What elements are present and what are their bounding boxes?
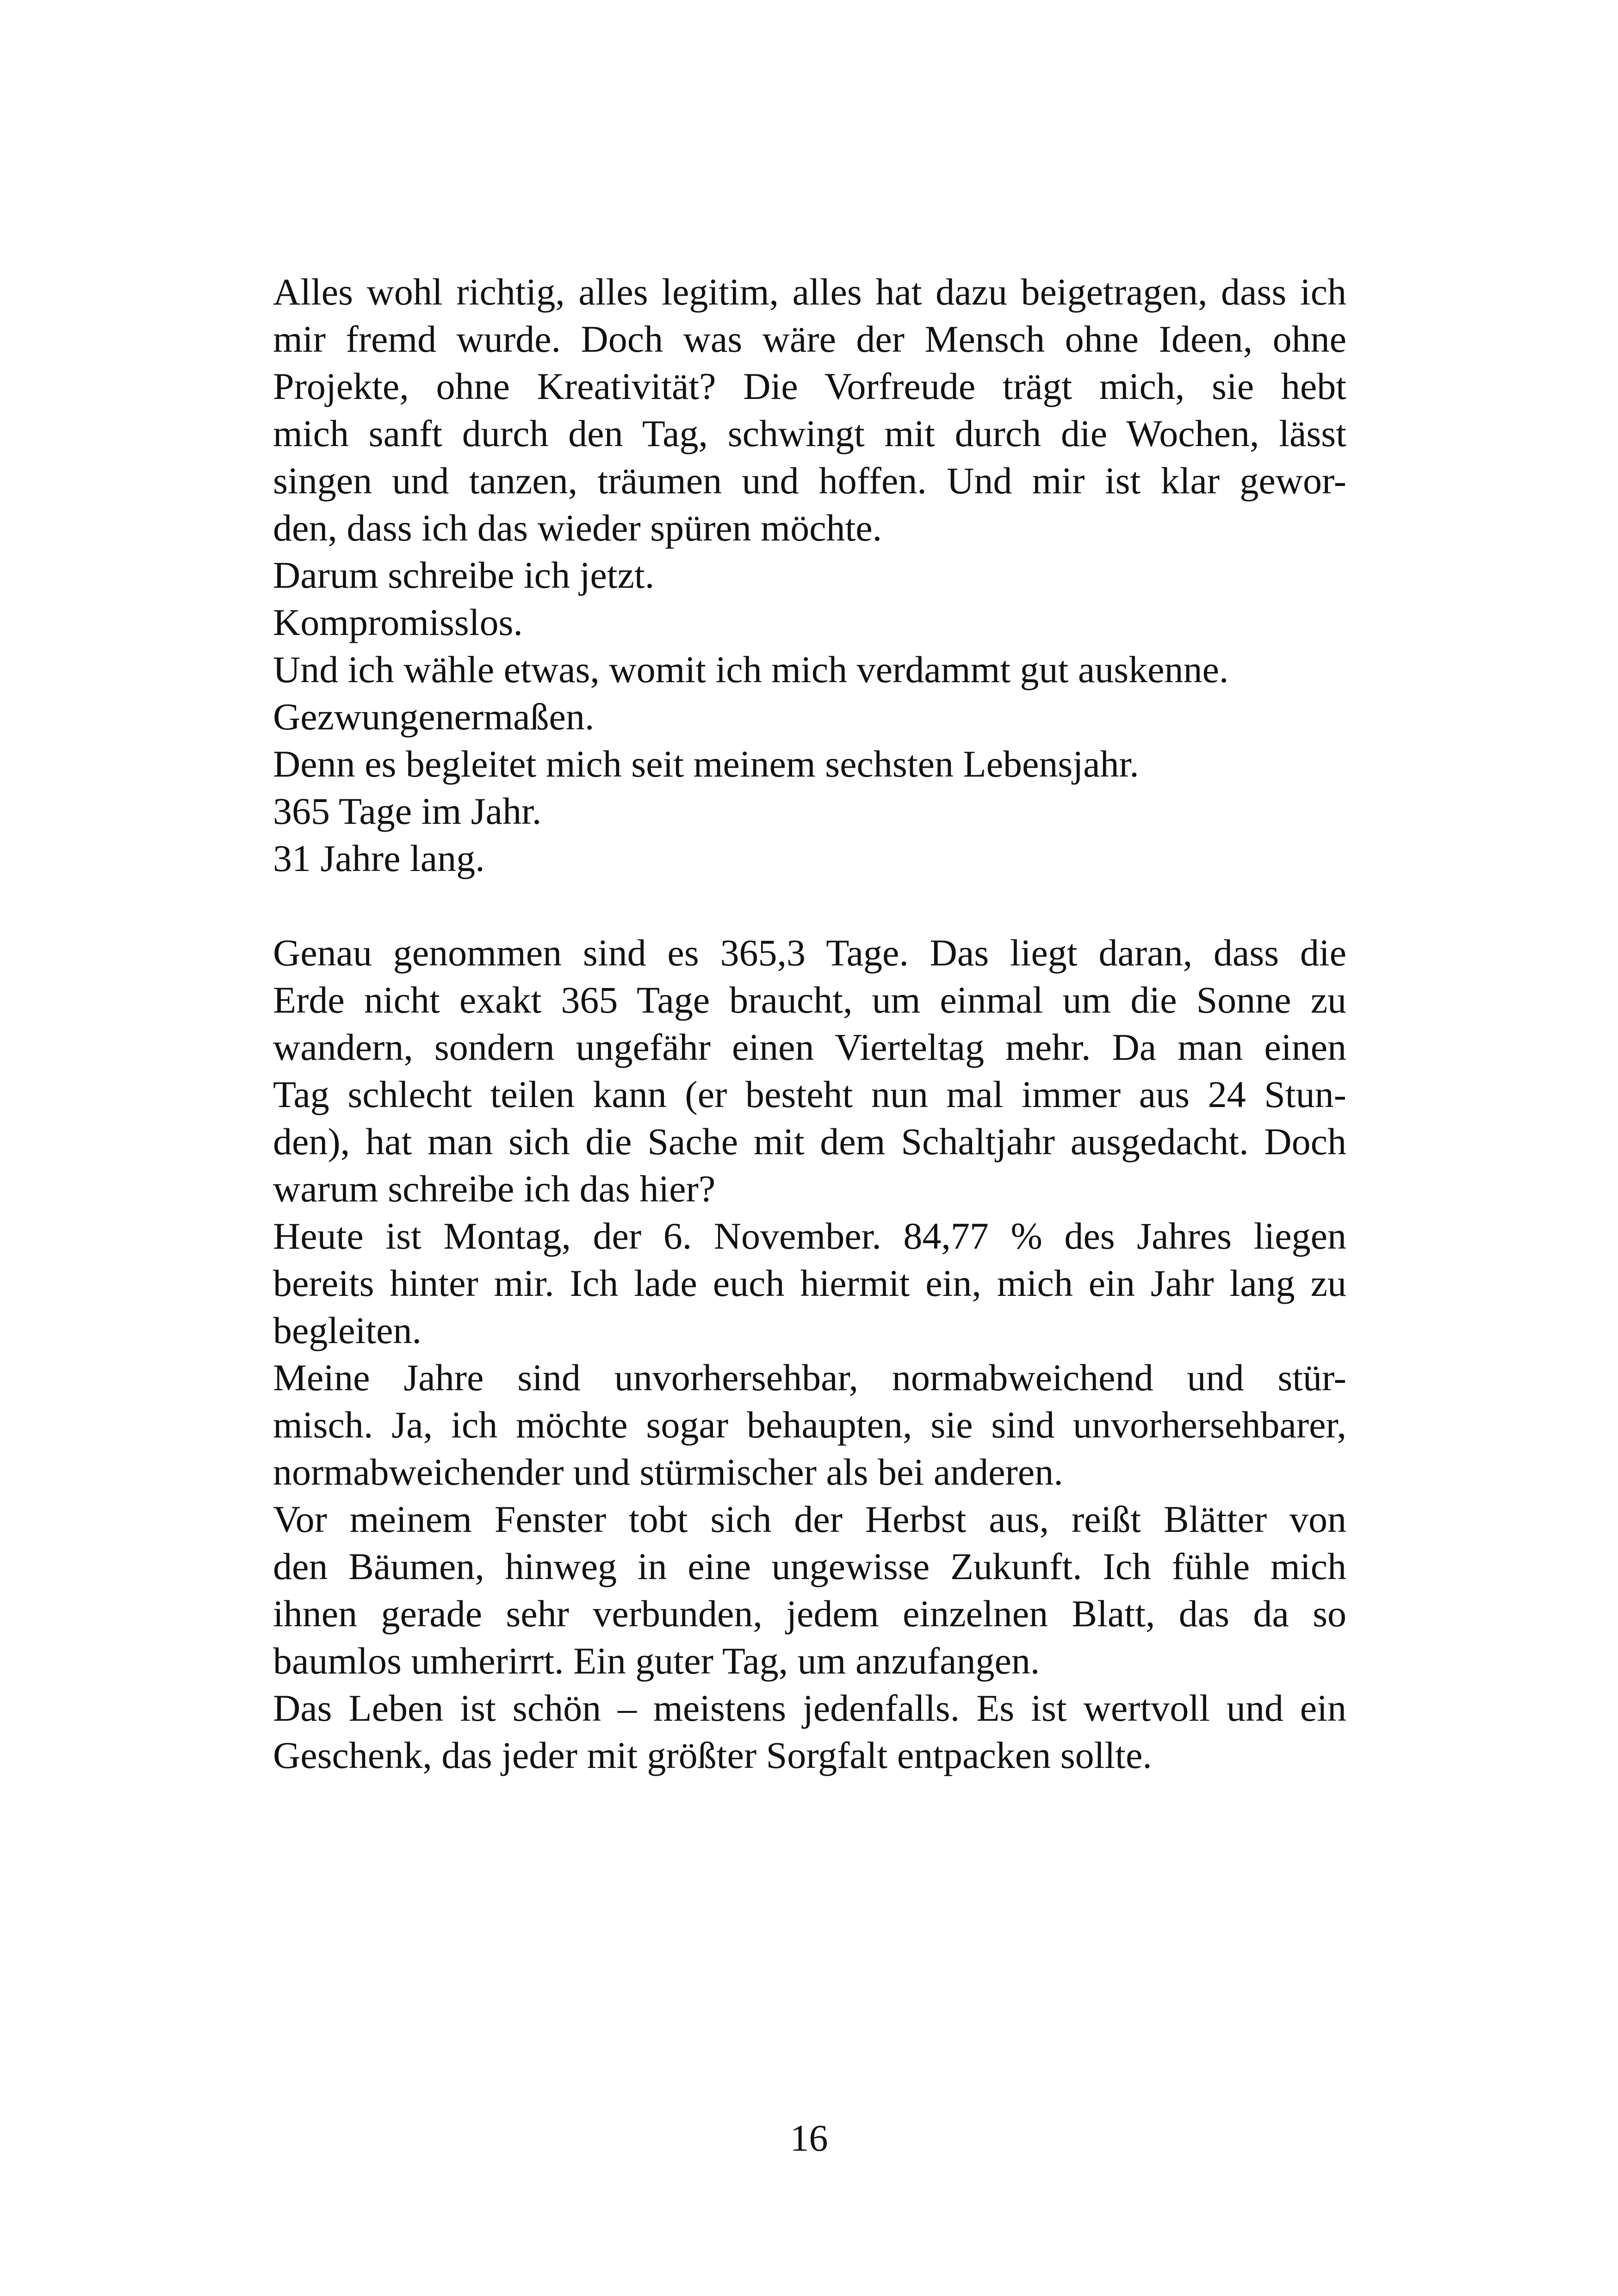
- body-text: [273, 268, 1346, 1779]
- text-line: 31 Jahre lang.: [273, 837, 485, 879]
- text-line: mich sanft durch den Tag, schwingt mit durch die Wochen, lässt: [273, 412, 1346, 454]
- text-line: 365 Tage im Jahr.: [273, 790, 542, 832]
- text-line: Erde nicht exakt 365 Tage braucht, um einmal um die Sonne zu: [273, 979, 1346, 1021]
- text-line: Geschenk, das jeder mit größter Sorgfalt entpacken sollte.: [273, 1734, 1152, 1776]
- text-line: Und ich wähle etwas, womit ich mich verdammt gut auskenne.: [273, 648, 1229, 691]
- text-line: den Bäumen, hinweg in eine ungewisse Zukunft. Ich fühle mich: [273, 1545, 1346, 1587]
- text-line: warum schreibe ich das hier?: [273, 1168, 716, 1210]
- paragraph-gap: [273, 882, 1346, 929]
- text-line: Projekte, ohne Kreativität? Die Vorfreude trägt mich, sie hebt: [273, 365, 1346, 407]
- text-line: den, dass ich das wieder spüren möchte.: [273, 507, 882, 549]
- text-line: Genau genommen sind es 365,3 Tage. Das liegt daran, dass die: [273, 932, 1346, 974]
- text-line: Alles wohl richtig, alles legitim, alles hat dazu beigetragen, dass ich: [273, 271, 1346, 313]
- text-line: mir fremd wurde. Doch was wäre der Mensch ohne Ideen, ohne: [273, 318, 1346, 360]
- text-line: Kompromisslos.: [273, 601, 523, 643]
- text-line: ihnen gerade sehr verbunden, jedem einzelnen Blatt, das da so: [273, 1593, 1346, 1635]
- text-line: Heute ist Montag, der 6. November. 84,77 % des Jahres liegen: [273, 1215, 1346, 1257]
- text-line: bereits hinter mir. Ich lade euch hiermit ein, mich ein Jahr lang zu: [273, 1262, 1346, 1304]
- text-line: Gezwungenermaßen.: [273, 696, 595, 738]
- text-line: Darum schreibe ich jetzt.: [273, 554, 655, 596]
- text-line: normabweichender und stürmischer als bei anderen.: [273, 1451, 1063, 1493]
- text-line: Das Leben ist schön – meistens jedenfalls. Es ist wertvoll und ein: [273, 1687, 1346, 1729]
- text-line: begleiten.: [273, 1309, 422, 1351]
- text-line: Denn es begleitet mich seit meinem sechsten Lebensjahr.: [273, 743, 1139, 785]
- text-line: wandern, sondern ungefähr einen Vierteltag mehr. Da man einen: [273, 1026, 1346, 1068]
- text-line: den), hat man sich die Sache mit dem Schaltjahr ausgedacht. Doch: [273, 1120, 1346, 1163]
- text-line: Vor meinem Fenster tobt sich der Herbst aus, reißt Blätter von: [273, 1498, 1346, 1540]
- text-line: singen und tanzen, träumen und hoffen. Und mir ist klar gewor-: [273, 460, 1346, 502]
- text-line: baumlos umherirrt. Ein guter Tag, um anzufangen.: [273, 1640, 1040, 1682]
- page-number: 16: [790, 2117, 828, 2159]
- text-line: Meine Jahre sind unvorhersehbar, normabweichend und stür-: [273, 1356, 1346, 1399]
- text-line: misch. Ja, ich möchte sogar behaupten, sie sind unvorhersehbarer,: [273, 1404, 1346, 1446]
- text-line: Tag schlecht teilen kann (er besteht nun mal immer aus 24 Stun-: [273, 1073, 1346, 1115]
